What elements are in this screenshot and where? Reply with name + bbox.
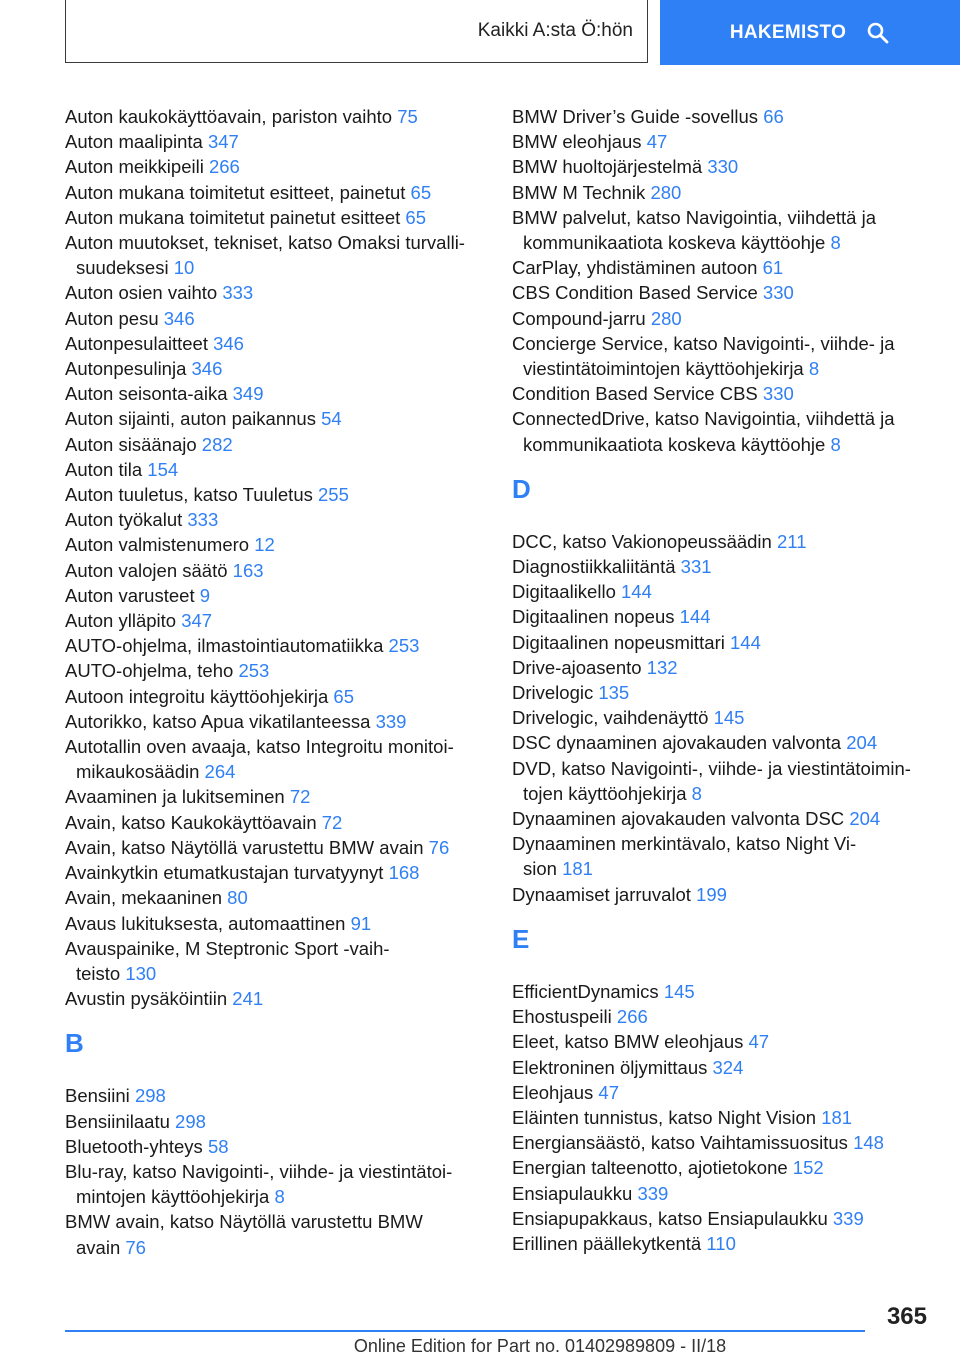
top-navigation bbox=[0, 0, 960, 66]
page-link[interactable]: 324 bbox=[712, 1056, 744, 1078]
index-entry bbox=[512, 730, 932, 755]
index-entry-text: Eläinten tunnistus, katso Night Vision bbox=[512, 1106, 822, 1128]
footer-edition: Online Edition for Part no. 01402989809 - II/18 bbox=[353, 1336, 727, 1356]
index-entry-text: avain bbox=[76, 1236, 126, 1258]
index-entry-text: Compound-jarru bbox=[512, 307, 651, 329]
section-letter: D bbox=[512, 473, 531, 504]
index-entry bbox=[65, 734, 485, 784]
index-entry-text: Digitaalinen nopeusmittari bbox=[512, 631, 731, 653]
index-entry-text: Dynaamiset jarruvalot bbox=[512, 883, 697, 905]
index-entry-text: Auton kaukokäyttöavain, pariston vaihto bbox=[65, 106, 398, 127]
index-entry-text: BMW eleohjaus bbox=[512, 131, 647, 153]
index-entry bbox=[65, 432, 485, 457]
page-link[interactable]: 47 bbox=[748, 1031, 770, 1053]
index-entry-text: BMW huoltojärjestelmä bbox=[512, 156, 708, 178]
index-entry-text: Autonpesulinja bbox=[65, 358, 192, 380]
index-column-left bbox=[65, 104, 485, 1260]
page-link[interactable]: 204 bbox=[846, 732, 878, 754]
index-entry-text: Drivelogic, vaihdenäyttö bbox=[512, 707, 714, 729]
index-entry-text: Auton valojen säätö bbox=[65, 559, 233, 581]
index-entry-text: Avainkytkin etumatkustajan turvatyynyt bbox=[65, 862, 389, 884]
page-link[interactable]: 347 bbox=[207, 131, 239, 153]
page-link[interactable]: 8 bbox=[691, 782, 702, 804]
tab-a-to-z[interactable]: Kaikki A:sta Ö:hön bbox=[65, 0, 648, 63]
index-entry-text: Avustin pysäköintiin bbox=[65, 988, 233, 1010]
section-letter: E bbox=[512, 923, 530, 954]
index-entry-text: BMW avain, katso Näytöllä varustettu BMW bbox=[65, 1211, 423, 1233]
index-entry bbox=[65, 482, 485, 507]
index-entry bbox=[65, 1159, 485, 1209]
index-entry bbox=[512, 831, 932, 881]
index-entry-text: AUTO-ohjelma, teho bbox=[65, 660, 239, 682]
index-entry bbox=[65, 180, 485, 205]
page-link[interactable]: 91 bbox=[350, 912, 372, 934]
page-link[interactable]: 47 bbox=[646, 131, 668, 153]
index-entry bbox=[512, 756, 932, 806]
index-entry bbox=[65, 356, 485, 381]
index-entry-text: BMW M Technik bbox=[512, 181, 651, 203]
index-entry bbox=[65, 835, 485, 860]
index-entry-text: Auton tuuletus, katso Tuuletus bbox=[65, 484, 318, 506]
index-entry bbox=[512, 554, 932, 579]
index-entry bbox=[512, 579, 932, 604]
index-entry bbox=[512, 331, 932, 381]
index-entry-text: Auton ylläpito bbox=[65, 610, 182, 632]
page-link[interactable]: 280 bbox=[650, 307, 682, 329]
index-entry bbox=[512, 255, 932, 280]
page-link[interactable]: 339 bbox=[832, 1207, 864, 1229]
index-entry-text: Auton tila bbox=[65, 458, 148, 480]
index-entry-text: Drive-ajoasento bbox=[512, 656, 647, 678]
index-entry bbox=[512, 705, 932, 730]
page-link[interactable]: 163 bbox=[232, 559, 264, 581]
page-link[interactable]: 65 bbox=[405, 206, 426, 228]
index-entry-text: mikaukosäädin bbox=[76, 761, 205, 783]
index-entry bbox=[65, 1209, 485, 1259]
index-entry bbox=[65, 154, 485, 179]
index-entry-text: Auton osien vaihto bbox=[65, 282, 223, 304]
page-link[interactable]: 8 bbox=[830, 433, 841, 455]
page-link[interactable]: 168 bbox=[388, 862, 420, 884]
page-link[interactable]: 339 bbox=[375, 710, 407, 732]
index-entry bbox=[512, 630, 932, 655]
search-icon[interactable] bbox=[866, 21, 890, 45]
page-link[interactable]: 346 bbox=[213, 332, 244, 354]
page-link[interactable]: 280 bbox=[650, 181, 682, 203]
index-entry-text: Autoon integroitu käyttöohjekirja bbox=[65, 685, 334, 707]
index-entry bbox=[512, 806, 932, 831]
page-link[interactable]: 12 bbox=[254, 534, 275, 556]
index-entry bbox=[65, 457, 485, 482]
index-entry bbox=[512, 129, 932, 154]
index-entry-text: Concierge Service, katso Navigointi-, viihde- ja bbox=[512, 332, 895, 354]
index-entry bbox=[65, 709, 485, 734]
index-entry-text: Bensiinilaatu bbox=[65, 1110, 176, 1132]
page-link[interactable]: 266 bbox=[616, 1006, 648, 1028]
index-entry bbox=[512, 1004, 932, 1029]
index-entry-text: Auton mukana toimitetut painetut esitteet bbox=[65, 206, 406, 228]
page-link[interactable]: 152 bbox=[792, 1157, 824, 1179]
index-entry-text: Auton sisäänajo bbox=[65, 433, 202, 455]
index-entry-text: teisto bbox=[76, 962, 126, 984]
page-link[interactable]: 8 bbox=[830, 232, 841, 254]
index-entry bbox=[65, 860, 485, 885]
index-entry bbox=[512, 1231, 932, 1256]
page-link[interactable]: 333 bbox=[187, 509, 219, 531]
index-entry bbox=[65, 104, 485, 129]
page-link[interactable]: 9 bbox=[199, 584, 211, 606]
index-entry-text: mintojen käyttöohjekirja bbox=[76, 1186, 275, 1208]
page-link[interactable]: 145 bbox=[713, 707, 745, 729]
page-link[interactable]: 282 bbox=[201, 433, 233, 455]
index-entry-text: DSC dynaaminen ajovakauden valvonta bbox=[512, 732, 847, 754]
index-entry bbox=[65, 911, 485, 936]
page-link[interactable]: 264 bbox=[204, 761, 236, 783]
page-link[interactable]: 266 bbox=[208, 156, 240, 178]
page-link[interactable]: 298 bbox=[134, 1085, 166, 1107]
index-entry-text: BMW Driver’s Guide -sovellus bbox=[512, 106, 764, 127]
page-link[interactable]: 110 bbox=[706, 1232, 736, 1254]
index-entry-text: Auton valmistenumero bbox=[65, 534, 255, 556]
index-entry-text: Avaaminen ja lukitseminen bbox=[65, 786, 290, 808]
index-entry-text: Avain, katso Näytöllä varustettu BMW avain bbox=[65, 836, 429, 858]
index-entry-text: EfficientDynamics bbox=[512, 980, 664, 1002]
page-link[interactable]: 72 bbox=[289, 786, 311, 808]
page-link[interactable]: 346 bbox=[163, 307, 195, 329]
index-entry bbox=[512, 381, 932, 406]
page-link[interactable]: 76 bbox=[428, 836, 450, 858]
index-entry bbox=[65, 658, 485, 683]
index-entry bbox=[65, 885, 485, 910]
index-entry-text: Autotallin oven avaaja, katso Integroitu monitoi- bbox=[65, 736, 454, 758]
index-entry bbox=[512, 1206, 932, 1231]
index-entry bbox=[65, 331, 485, 356]
page-link[interactable]: 54 bbox=[321, 408, 342, 430]
page-link[interactable]: 135 bbox=[598, 682, 630, 704]
index-entry bbox=[512, 154, 932, 179]
index-entry bbox=[512, 180, 932, 205]
index-entry-text: kommunikaatiota koskeva käyttöohje bbox=[523, 232, 831, 254]
index-entry bbox=[65, 129, 485, 154]
index-entry bbox=[65, 633, 485, 658]
index-entry-text: Diagnostiikkaliitäntä bbox=[512, 556, 681, 578]
page-link[interactable]: 349 bbox=[232, 383, 264, 405]
index-entry-text: tojen käyttöohjekirja bbox=[523, 782, 692, 804]
page-link[interactable]: 10 bbox=[173, 257, 195, 279]
index-entry-text: Avaus lukituksesta, automaattinen bbox=[65, 912, 351, 934]
index-entry bbox=[65, 507, 485, 532]
page-link[interactable]: 130 bbox=[125, 962, 157, 984]
index-entry bbox=[512, 680, 932, 705]
index-entry bbox=[512, 306, 932, 331]
index-entry bbox=[65, 406, 485, 431]
page-link[interactable]: 253 bbox=[388, 635, 420, 657]
page-link[interactable]: 72 bbox=[321, 811, 343, 833]
index-entry-text: Dynaaminen ajovakauden valvonta DSC bbox=[512, 808, 850, 830]
page-link[interactable]: 144 bbox=[621, 581, 652, 603]
page-number: 365 bbox=[886, 1303, 927, 1330]
index-entry-text: Energiansäästö, katso Vaihtamissuositus bbox=[512, 1132, 854, 1154]
index-entry-text: Digitaalinen nopeus bbox=[512, 606, 680, 628]
page-link[interactable]: 339 bbox=[637, 1182, 669, 1204]
index-entry-text: Autorikko, katso Apua vikatilanteessa bbox=[65, 710, 376, 732]
index-entry bbox=[512, 1080, 932, 1105]
index-entry-text: ConnectedDrive, katso Navigointia, viihdettä ja bbox=[512, 408, 895, 430]
page-link[interactable]: 330 bbox=[762, 383, 794, 405]
index-entry-text: Auton muutokset, tekniset, katso Omaksi turvalli- bbox=[65, 232, 465, 254]
index-entry-text: Auton seisonta-aika bbox=[65, 383, 233, 405]
index-entry-text: Auton sijainti, auton paikannus bbox=[65, 408, 322, 430]
index-column-right bbox=[512, 104, 932, 1256]
page-link[interactable]: 241 bbox=[232, 988, 264, 1010]
index-entry bbox=[65, 684, 485, 709]
index-entry-text: Condition Based Service CBS bbox=[512, 383, 763, 405]
page-link[interactable]: 204 bbox=[849, 808, 881, 830]
index-entry bbox=[512, 280, 932, 305]
index-entry bbox=[65, 583, 485, 608]
index-entry bbox=[512, 1029, 932, 1054]
index-entry bbox=[65, 1083, 485, 1108]
page-link[interactable]: 253 bbox=[238, 660, 270, 682]
index-entry bbox=[65, 280, 485, 305]
index-entry bbox=[512, 104, 932, 129]
index-entry-text: DCC, katso Vakionopeussäädin bbox=[512, 530, 777, 552]
index-entry-text: Drivelogic bbox=[512, 682, 599, 704]
index-entry-text: Auton työkalut bbox=[65, 509, 188, 531]
index-entry bbox=[512, 1130, 932, 1155]
page-link[interactable]: 298 bbox=[175, 1110, 206, 1132]
page-link[interactable]: 330 bbox=[707, 156, 739, 178]
index-entry bbox=[65, 936, 485, 986]
tab-index[interactable] bbox=[660, 0, 960, 65]
page-link[interactable]: 61 bbox=[762, 257, 784, 279]
index-entry bbox=[512, 1155, 932, 1180]
index-entry-text: Autonpesulaitteet bbox=[65, 332, 214, 354]
page-link[interactable]: 65 bbox=[333, 685, 354, 707]
index-entry-text: Ehostuspeili bbox=[512, 1006, 617, 1028]
page-link[interactable]: 211 bbox=[776, 530, 807, 552]
page-link[interactable]: 144 bbox=[679, 606, 711, 628]
index-entry bbox=[65, 810, 485, 835]
index-entry-text: Ensiapupakkaus, katso Ensiapulaukku bbox=[512, 1207, 833, 1229]
index-entry-text: BMW palvelut, katso Navigointia, viihdettä ja bbox=[512, 206, 877, 228]
page-link[interactable]: 347 bbox=[181, 610, 213, 632]
page-link[interactable]: 255 bbox=[318, 484, 349, 506]
index-entry bbox=[65, 784, 485, 809]
page-link[interactable]: 145 bbox=[663, 980, 695, 1002]
index-entry-text: CarPlay, yhdistäminen autoon bbox=[512, 257, 763, 279]
index-entry-text: Energian talteenotto, ajotietokone bbox=[512, 1157, 793, 1179]
index-entry-text: DVD, katso Navigointi-, viihde- ja viestintätoimin- bbox=[512, 757, 911, 779]
tab-index-label: HAKEMISTO bbox=[729, 21, 847, 43]
page-link[interactable]: 80 bbox=[227, 887, 248, 909]
page-link[interactable]: 66 bbox=[763, 106, 784, 127]
page-link[interactable]: 47 bbox=[598, 1081, 619, 1103]
index-entry-text: Erillinen päällekytkentä bbox=[512, 1232, 707, 1254]
index-entry bbox=[65, 381, 485, 406]
index-entry bbox=[65, 230, 485, 280]
index-entry-text: Ensiapulaukku bbox=[512, 1182, 638, 1204]
index-entry bbox=[512, 1105, 932, 1130]
index-entry-text: Eleet, katso BMW eleohjaus bbox=[512, 1031, 749, 1053]
index-entry-text: Auton mukana toimitetut esitteet, painetut bbox=[65, 181, 411, 203]
index-entry bbox=[512, 205, 932, 255]
index-entry bbox=[65, 306, 485, 331]
index-entry bbox=[65, 205, 485, 230]
footer-divider bbox=[65, 1330, 865, 1332]
page-link[interactable]: 181 bbox=[821, 1106, 853, 1128]
index-entry bbox=[512, 604, 932, 629]
index-entry bbox=[512, 655, 932, 680]
page-link[interactable]: 181 bbox=[562, 858, 593, 880]
index-entry-text: CBS Condition Based Service bbox=[512, 282, 763, 304]
index-entry bbox=[65, 558, 485, 583]
index-entry-text: Elektroninen öljymittaus bbox=[512, 1056, 713, 1078]
index-entry bbox=[512, 1055, 932, 1080]
index-entry bbox=[512, 1181, 932, 1206]
page-link[interactable]: 148 bbox=[853, 1132, 884, 1154]
page-link[interactable]: 65 bbox=[410, 181, 432, 203]
page-link[interactable]: 76 bbox=[125, 1236, 146, 1258]
page-link[interactable]: 333 bbox=[222, 282, 254, 304]
index-entry-text: suudeksesi bbox=[76, 257, 174, 279]
index-entry-text: Eleohjaus bbox=[512, 1081, 599, 1103]
page-link[interactable]: 144 bbox=[730, 631, 761, 653]
page-link[interactable]: 154 bbox=[147, 458, 179, 480]
index-entry-text: sion bbox=[523, 858, 563, 880]
page-link[interactable]: 330 bbox=[762, 282, 794, 304]
index-entry bbox=[512, 529, 932, 554]
index-entry-text: Auton varusteet bbox=[65, 584, 200, 606]
page-link[interactable]: 8 bbox=[274, 1186, 285, 1208]
index-entry bbox=[65, 1134, 485, 1159]
index-entry-text: Bensiini bbox=[65, 1085, 135, 1107]
page-link[interactable]: 346 bbox=[191, 358, 223, 380]
index-entry-text: Avain, mekaaninen bbox=[65, 887, 228, 909]
index-entry-text: Dynaaminen merkintävalo, katso Night Vi- bbox=[512, 833, 857, 855]
index-entry-text: kommunikaatiota koskeva käyttöohje bbox=[523, 433, 831, 455]
section-letter: B bbox=[65, 1028, 84, 1059]
index-entry-text: Auton pesu bbox=[65, 307, 164, 329]
index-entry bbox=[65, 532, 485, 557]
index-entry-text: Auton maalipinta bbox=[65, 131, 208, 153]
page-link[interactable]: 199 bbox=[696, 883, 727, 905]
index-entry-text: Avain, katso Kaukokäyttöavain bbox=[65, 811, 322, 833]
page-link[interactable]: 75 bbox=[397, 106, 418, 127]
page-link[interactable]: 132 bbox=[646, 656, 678, 678]
index-entry-text: Avauspainike, M Steptronic Sport -vaih- bbox=[65, 937, 390, 959]
index-entry bbox=[512, 979, 932, 1004]
index-entry-text: Digitaalikello bbox=[512, 581, 621, 603]
index-entry-text: viestintätoimintojen käyttöohjekirja bbox=[523, 358, 809, 380]
page-link[interactable]: 331 bbox=[680, 556, 712, 578]
index-entry bbox=[65, 608, 485, 633]
index-entry bbox=[65, 1109, 485, 1134]
page-link[interactable]: 58 bbox=[207, 1135, 229, 1157]
index-entry-text: Bluetooth-yhteys bbox=[65, 1135, 208, 1157]
index-entry-text: Auton meikkipeili bbox=[65, 156, 209, 178]
page-link[interactable]: 8 bbox=[808, 358, 820, 380]
index-entry-text: Blu-ray, katso Navigointi-, viihde- ja viestintätoi- bbox=[65, 1160, 453, 1182]
index-entry-text: AUTO-ohjelma, ilmastointiautomatiikka bbox=[65, 635, 389, 657]
